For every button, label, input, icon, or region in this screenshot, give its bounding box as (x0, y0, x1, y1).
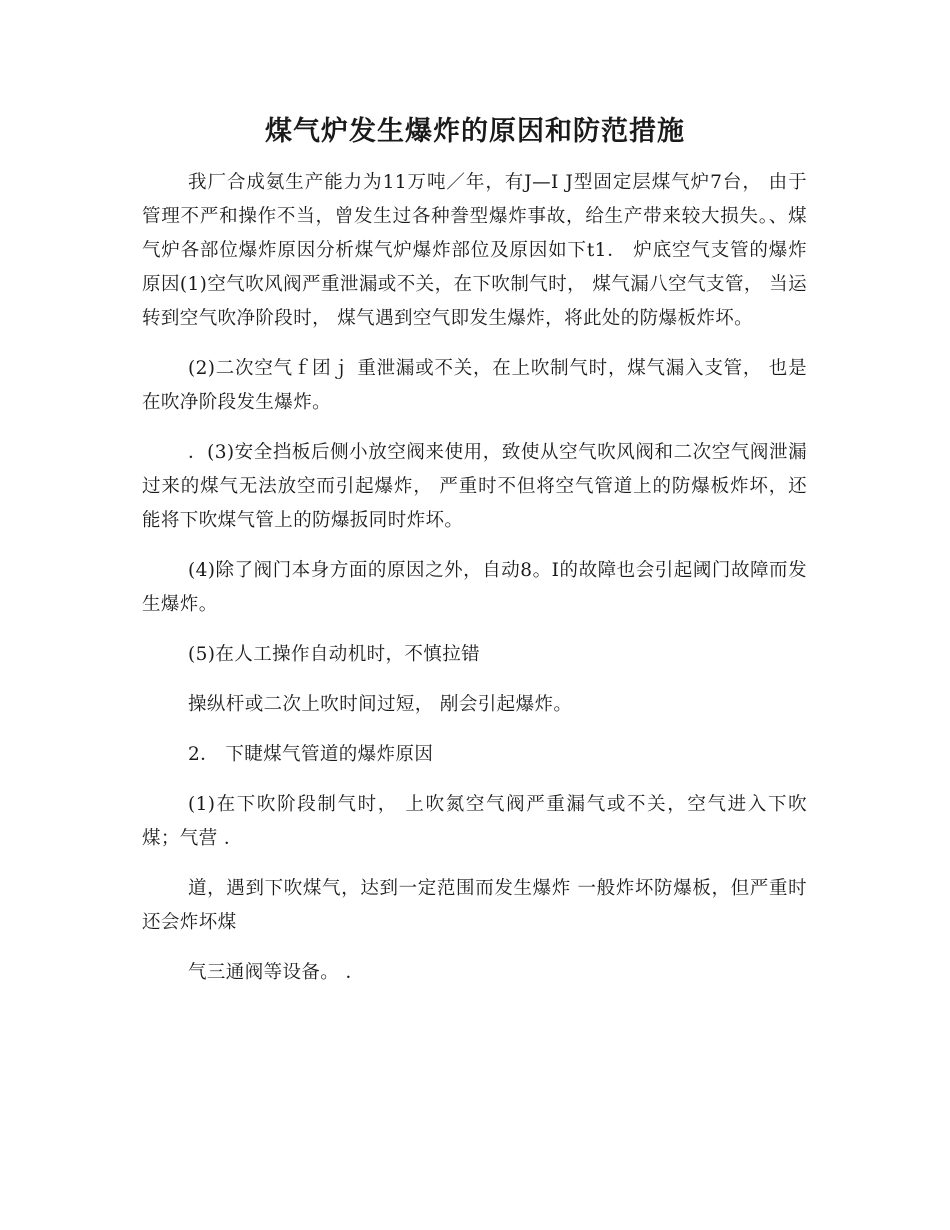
paragraph-5: (5)在人工操作自动机时，不慎拉错 (188, 644, 481, 665)
paragraph-2: (2)二次空气ｆ团ｊ 重泄漏或不关，在上吹制气时，煤气漏入支管， 也是在吹净阶段发生爆炸。 (142, 358, 807, 413)
paragraph-1: 我厂合成氨生产能力为11万吨／年，有J—I J型固定层煤气炉7台， 由于管理不严和操作不当，曾发生过各种誊型爆炸事故，给生产带来较大损失。、煤气炉各部位爆炸原因分析煤气炉爆炸部位及原因如下t1． 炉底空气支管的爆炸原因(1)空气吹风阀严重泄漏或不关，在下吹制气时， 煤气漏八空气支管， 当运转到空气吹净阶段时， 煤气遇到空气即发生爆炸，将此处的防爆板炸坏。 (142, 172, 807, 329)
document-title: 煤气炉发生爆炸的原因和防范措施 (265, 116, 685, 147)
document-body (142, 166, 807, 1006)
paragraph-10: 气三通阀等设备。 ． (188, 962, 365, 983)
paragraph-4: (4)除了阀门本身方面的原因之外，自动8。I的故障也会引起阈门故障而发生爆炸。 (142, 560, 807, 615)
paragraph-7: 2． 下睫煤气管道的爆炸原因 (188, 744, 434, 765)
paragraph-8: (1)在下吹阶段制气时， 上吹氮空气阀严重漏气或不关，空气进入下吹煤；气营 ． (142, 794, 807, 849)
paragraph-9: 道，遇到下吹煤气，达到一定范围而发生爆炸 一般炸坏防爆板，但严重时还会炸坏煤 (142, 878, 807, 933)
paragraph-3: ．(3)安全挡板后侧小放空阀来使用，致使从空气吹风阀和二次空气阀泄漏过来的煤气无法放空而引起爆炸， 严重时不但将空气管道上的防爆板炸坏，还能将下吹煤气管上的防爆扳同时炸坏。 (142, 442, 807, 531)
paragraph-6: 操纵杆或二次上吹时间过短， 剐会引起爆炸。 (188, 694, 573, 715)
